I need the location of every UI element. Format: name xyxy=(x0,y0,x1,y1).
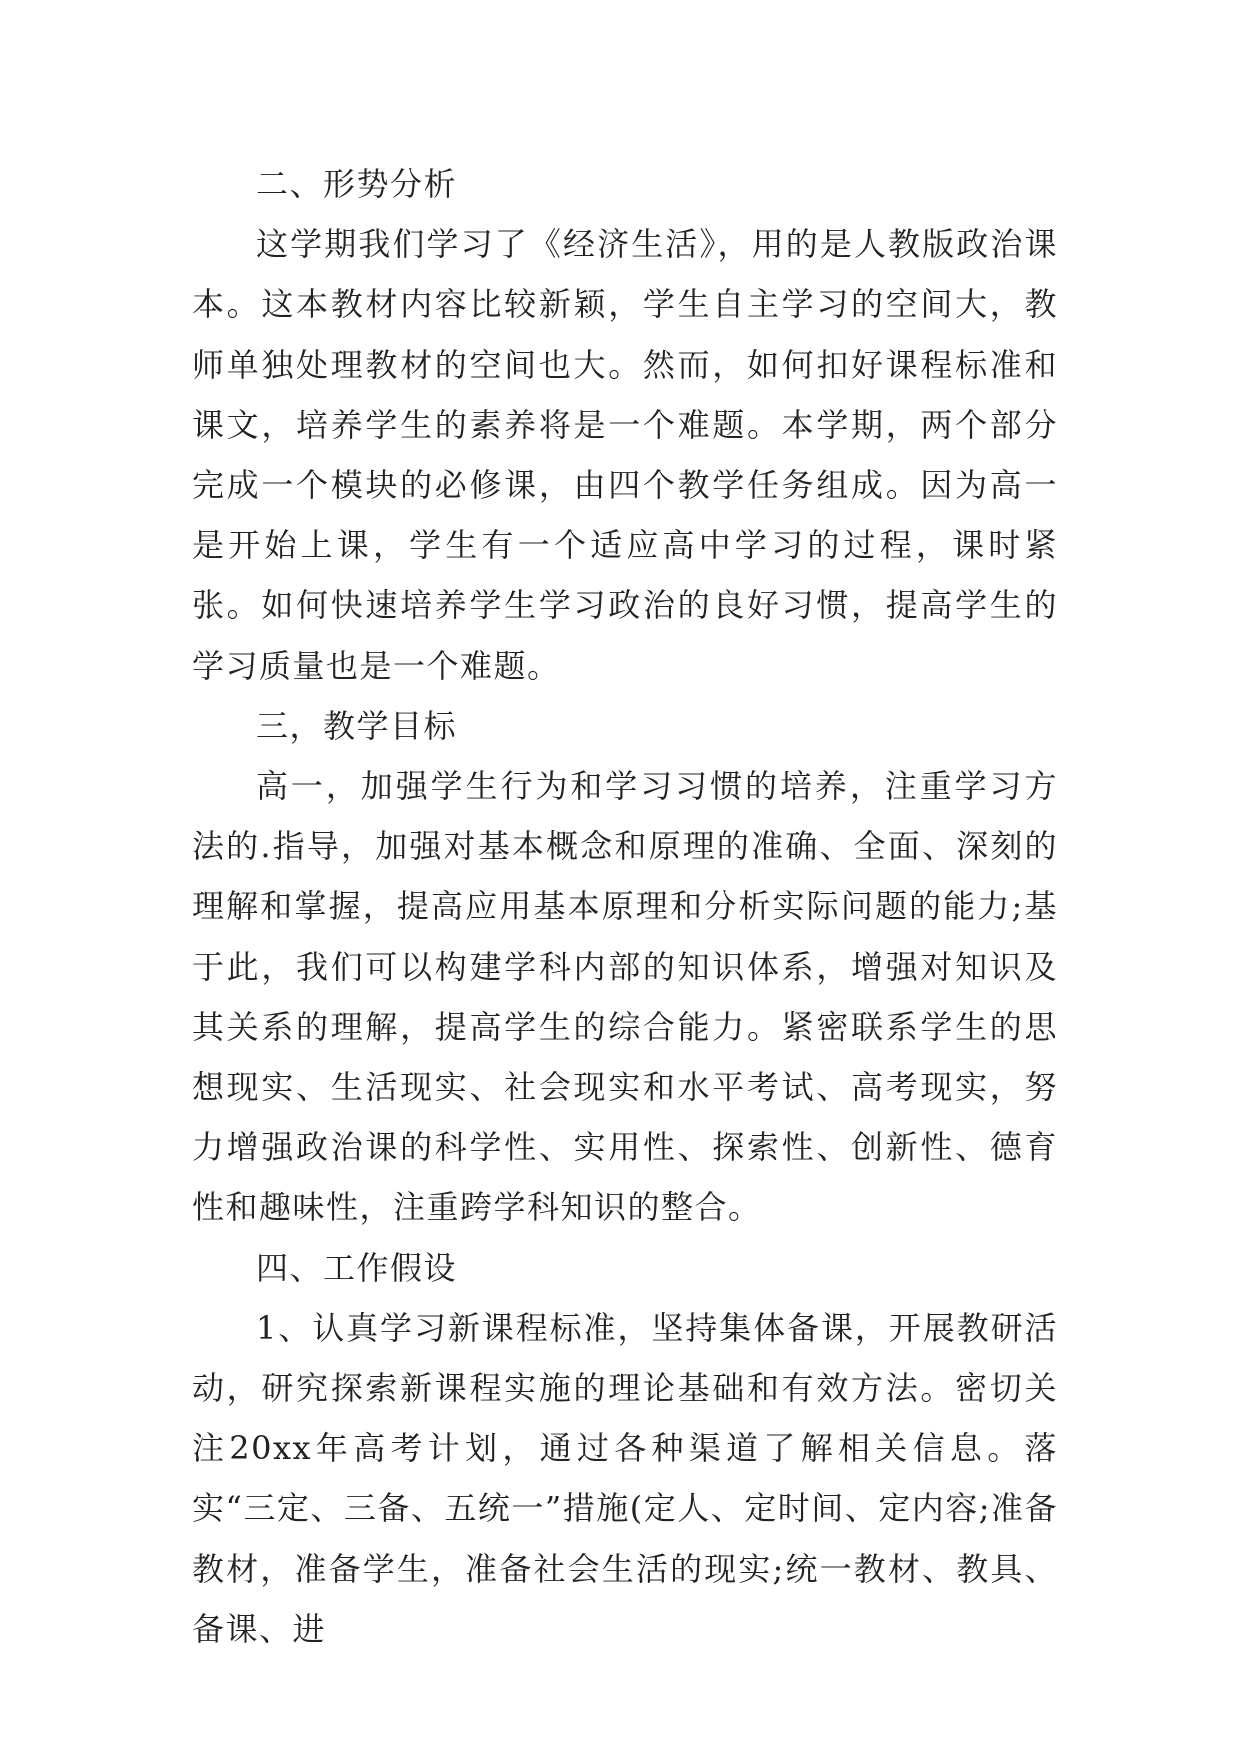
section-heading-work-assumptions: 四、工作假设 xyxy=(256,1248,458,1287)
section-heading-teaching-goals: 三，教学目标 xyxy=(256,706,458,745)
section-heading-situation-analysis: 二、形势分析 xyxy=(256,165,458,203)
paragraph-work-assumptions: 1、认真学习新课程标准，坚持集体备课，开展教研活动，研究探索新课程实施的理论基础和有效方法。密切关注20xx年高考计划，通过各种渠道了解相关信息。落实“三定、三备、五统一”措施(定人、定时间、定内容;准备教材，准备学生，准备社会生活的现实;统一教材、教具、备课、进 xyxy=(192,1308,1058,1648)
document-body xyxy=(192,154,1058,1659)
paragraph-situation-analysis: 这学期我们学习了《经济生活》，用的是人教版政治课本。这本教材内容比较新颖，学生自主学习的空间大，教师单独处理教材的空间也大。然而，如何扣好课程标准和课文，培养学生的素养将是一个难题。本学期，两个部分完成一个模块的必修课，由四个教学任务组成。因为高一是开始上课，学生有一个适应高中学习的过程，课时紧张。如何快速培养学生学习政治的良好习惯，提高学生的学习质量也是一个难题。 xyxy=(192,225,1058,685)
paragraph-teaching-goals: 高一，加强学生行为和学习习惯的培养，注重学习方法的.指导，加强对基本概念和原理的准确、全面、深刻的理解和掌握，提高应用基本原理和分析实际问题的能力;基于此，我们可以构建学科内部的知识体系，增强对知识及其关系的理解，提高学生的综合能力。紧密联系学生的思想现实、生活现实、社会现实和水平考试、高考现实，努力增强政治课的科学性、实用性、探索性、创新性、德育性和趣味性，注重跨学科知识的整合。 xyxy=(192,767,1058,1227)
